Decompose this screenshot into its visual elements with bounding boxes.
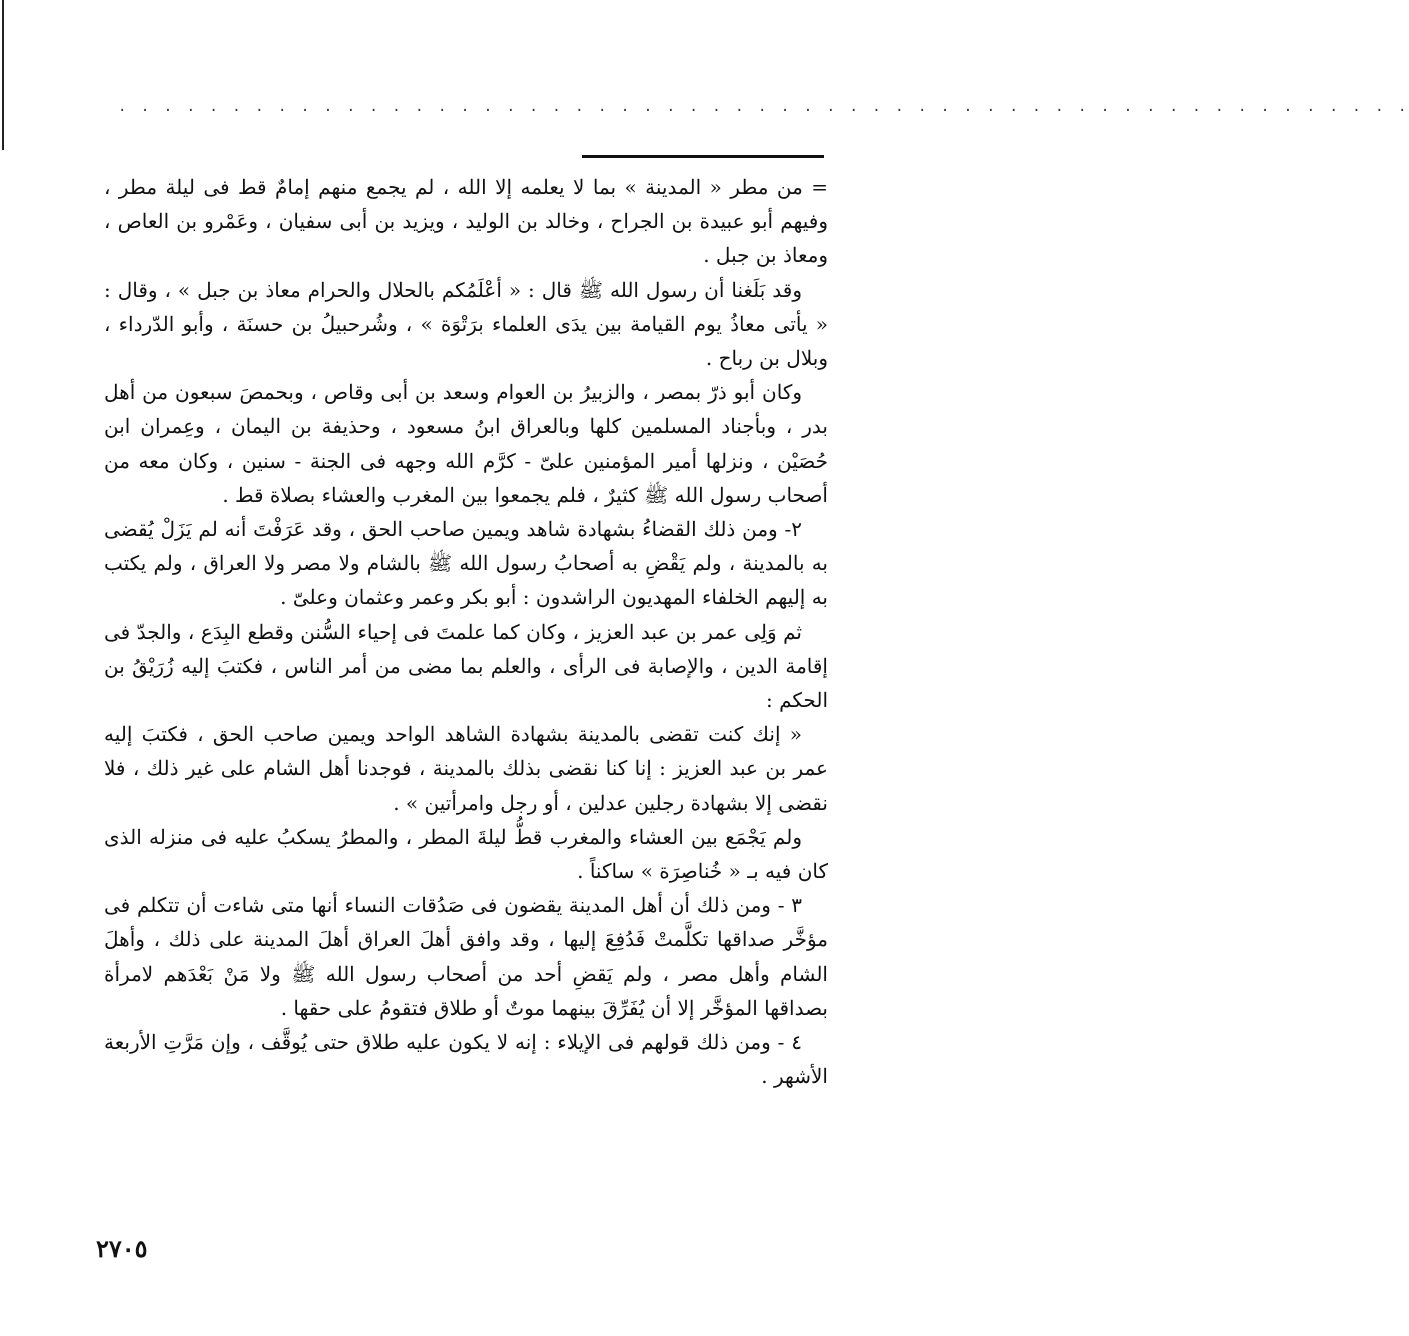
body-paragraph: وكان أبو ذرّ بمصر ، والزبيرُ بن العوام وسعد بن أبى وقاص ، وبحمصَ سبعون من أهل بدر ، وبأجناد المسلمين كلها وبالعراق ابنُ مسعود ، وحذيفة بن اليمان ، وعِمران ابن حُصَيْن ، ونزلها أمير المؤمنين علىّ - كرَّم الله وجهه فى الجنة - سنين ، وكان معه من أصحاب رسول الله ﷺ كثيرٌ ، فلم يجمعوا بين المغرب والعشاء بصلاة قط .	[104, 380, 828, 507]
body-paragraph: ولم يَجْمَع بين العشاء والمغرب قطُّ ليلةَ المطر ، والمطرُ يسكبُ عليه فى منزله الذى كان فيه بـ « خُناصِرَة » ساكناً .	[104, 824, 828, 884]
footnote-rule	[582, 155, 824, 158]
body-paragraph: وقد بَلَغنا أن رسول الله ﷺ قال : « أعْلَمُكم بالحلال والحرام معاذ بن جبل » ، وقال : « يأتى معاذُ يوم القيامة بين يدَى العلماء برَتْوَة » ، وشُرحبيلُ بن حسنَة ، وأبو الدّرداء ، وبلال بن رباح .	[104, 277, 828, 371]
body-paragraph: ثم وَلِى عمر بن عبد العزيز ، وكان كما علمتَ فى إحياء السُّنن وقطع البِدَع ، والجدّ فى إقامة الدين ، والإصابة فى الرأى ، والعلم بما مضى من أمر الناس ، فكتبَ إليه زُرَيْقُ بن الحكم :	[104, 619, 828, 713]
page-number: ٢٧٠٥	[96, 1234, 148, 1263]
body-paragraph: ٣ - ومن ذلك أن أهل المدينة يقضون فى صَدُقات النساء أنها متى شاءت أن تتكلم فى مؤخَّر صداقها تكلَّمتْ فَدُفِعَ إليها ، وقد وافق أهلَ العراق أهلَ المدينة على ذلك ، وأهلَ الشام وأهل مصر ، ولم يَقضِ أحد من أصحاب رسول الله ﷺ ولا مَنْ بَعْدَهم لامرأة بصداقها المؤخَّر إلا أن يُفَرِّقَ بينهما موتٌ أو طلاق فتقومُ على حقها .	[104, 893, 828, 1020]
footnote-paragraph: = من مطر « المدينة » بما لا يعلمه إلا الله ، لم يجمع منهم إمامٌ قط فى ليلة مطر ، وفيهم أبو عبيدة بن الجراح ، وخالد بن الوليد ، ويزيد بن أبى سفيان ، وعَمْرو بن العاص ، ومعاذ بن جبل .	[104, 175, 828, 268]
quote-paragraph: « إنك كنت تقضى بالمدينة بشهادة الشاهد الواحد ويمين صاحب الحق ، فكتبَ إليه عمر بن عبد العزيز : إنا كنا نقضى بذلك بالمدينة ، فوجدنا أهل الشام على غير ذلك ، فلا نقضى إلا بشهادة رجلين عدلين ، أو رجل وامرأتين » .	[104, 722, 828, 815]
body-paragraph: ٢- ومن ذلك القضاءُ بشهادة شاهد ويمين صاحب الحق ، وقد عَرَفْتَ أنه لم يَزَلْ يُقضى به بالمدينة ، ولم يَقْضِ به أصحابُ رسول الله ﷺ بالشام ولا مصر ولا العراق ، ولم يكتب به إليهم الخلفاء المهديون الراشدون : أبو بكر وعمر وعثمان وعلىّ .	[104, 517, 828, 610]
body-paragraph: ٤ - ومن ذلك قولهم فى الإيلاء : إنه لا يكون عليه طلاق حتى يُوقَّف ، وإن مَرَّتِ الأربعة الأشهر .	[104, 1030, 828, 1089]
dotted-separator: . . . . . . . . . . . . . . . . . . . . . . . . . . . . . . . . . . . . . . . . . . . . . . . . . . . . . . . . .	[118, 99, 1409, 115]
page-body	[104, 170, 828, 1093]
page-edge-line	[2, 0, 4, 150]
